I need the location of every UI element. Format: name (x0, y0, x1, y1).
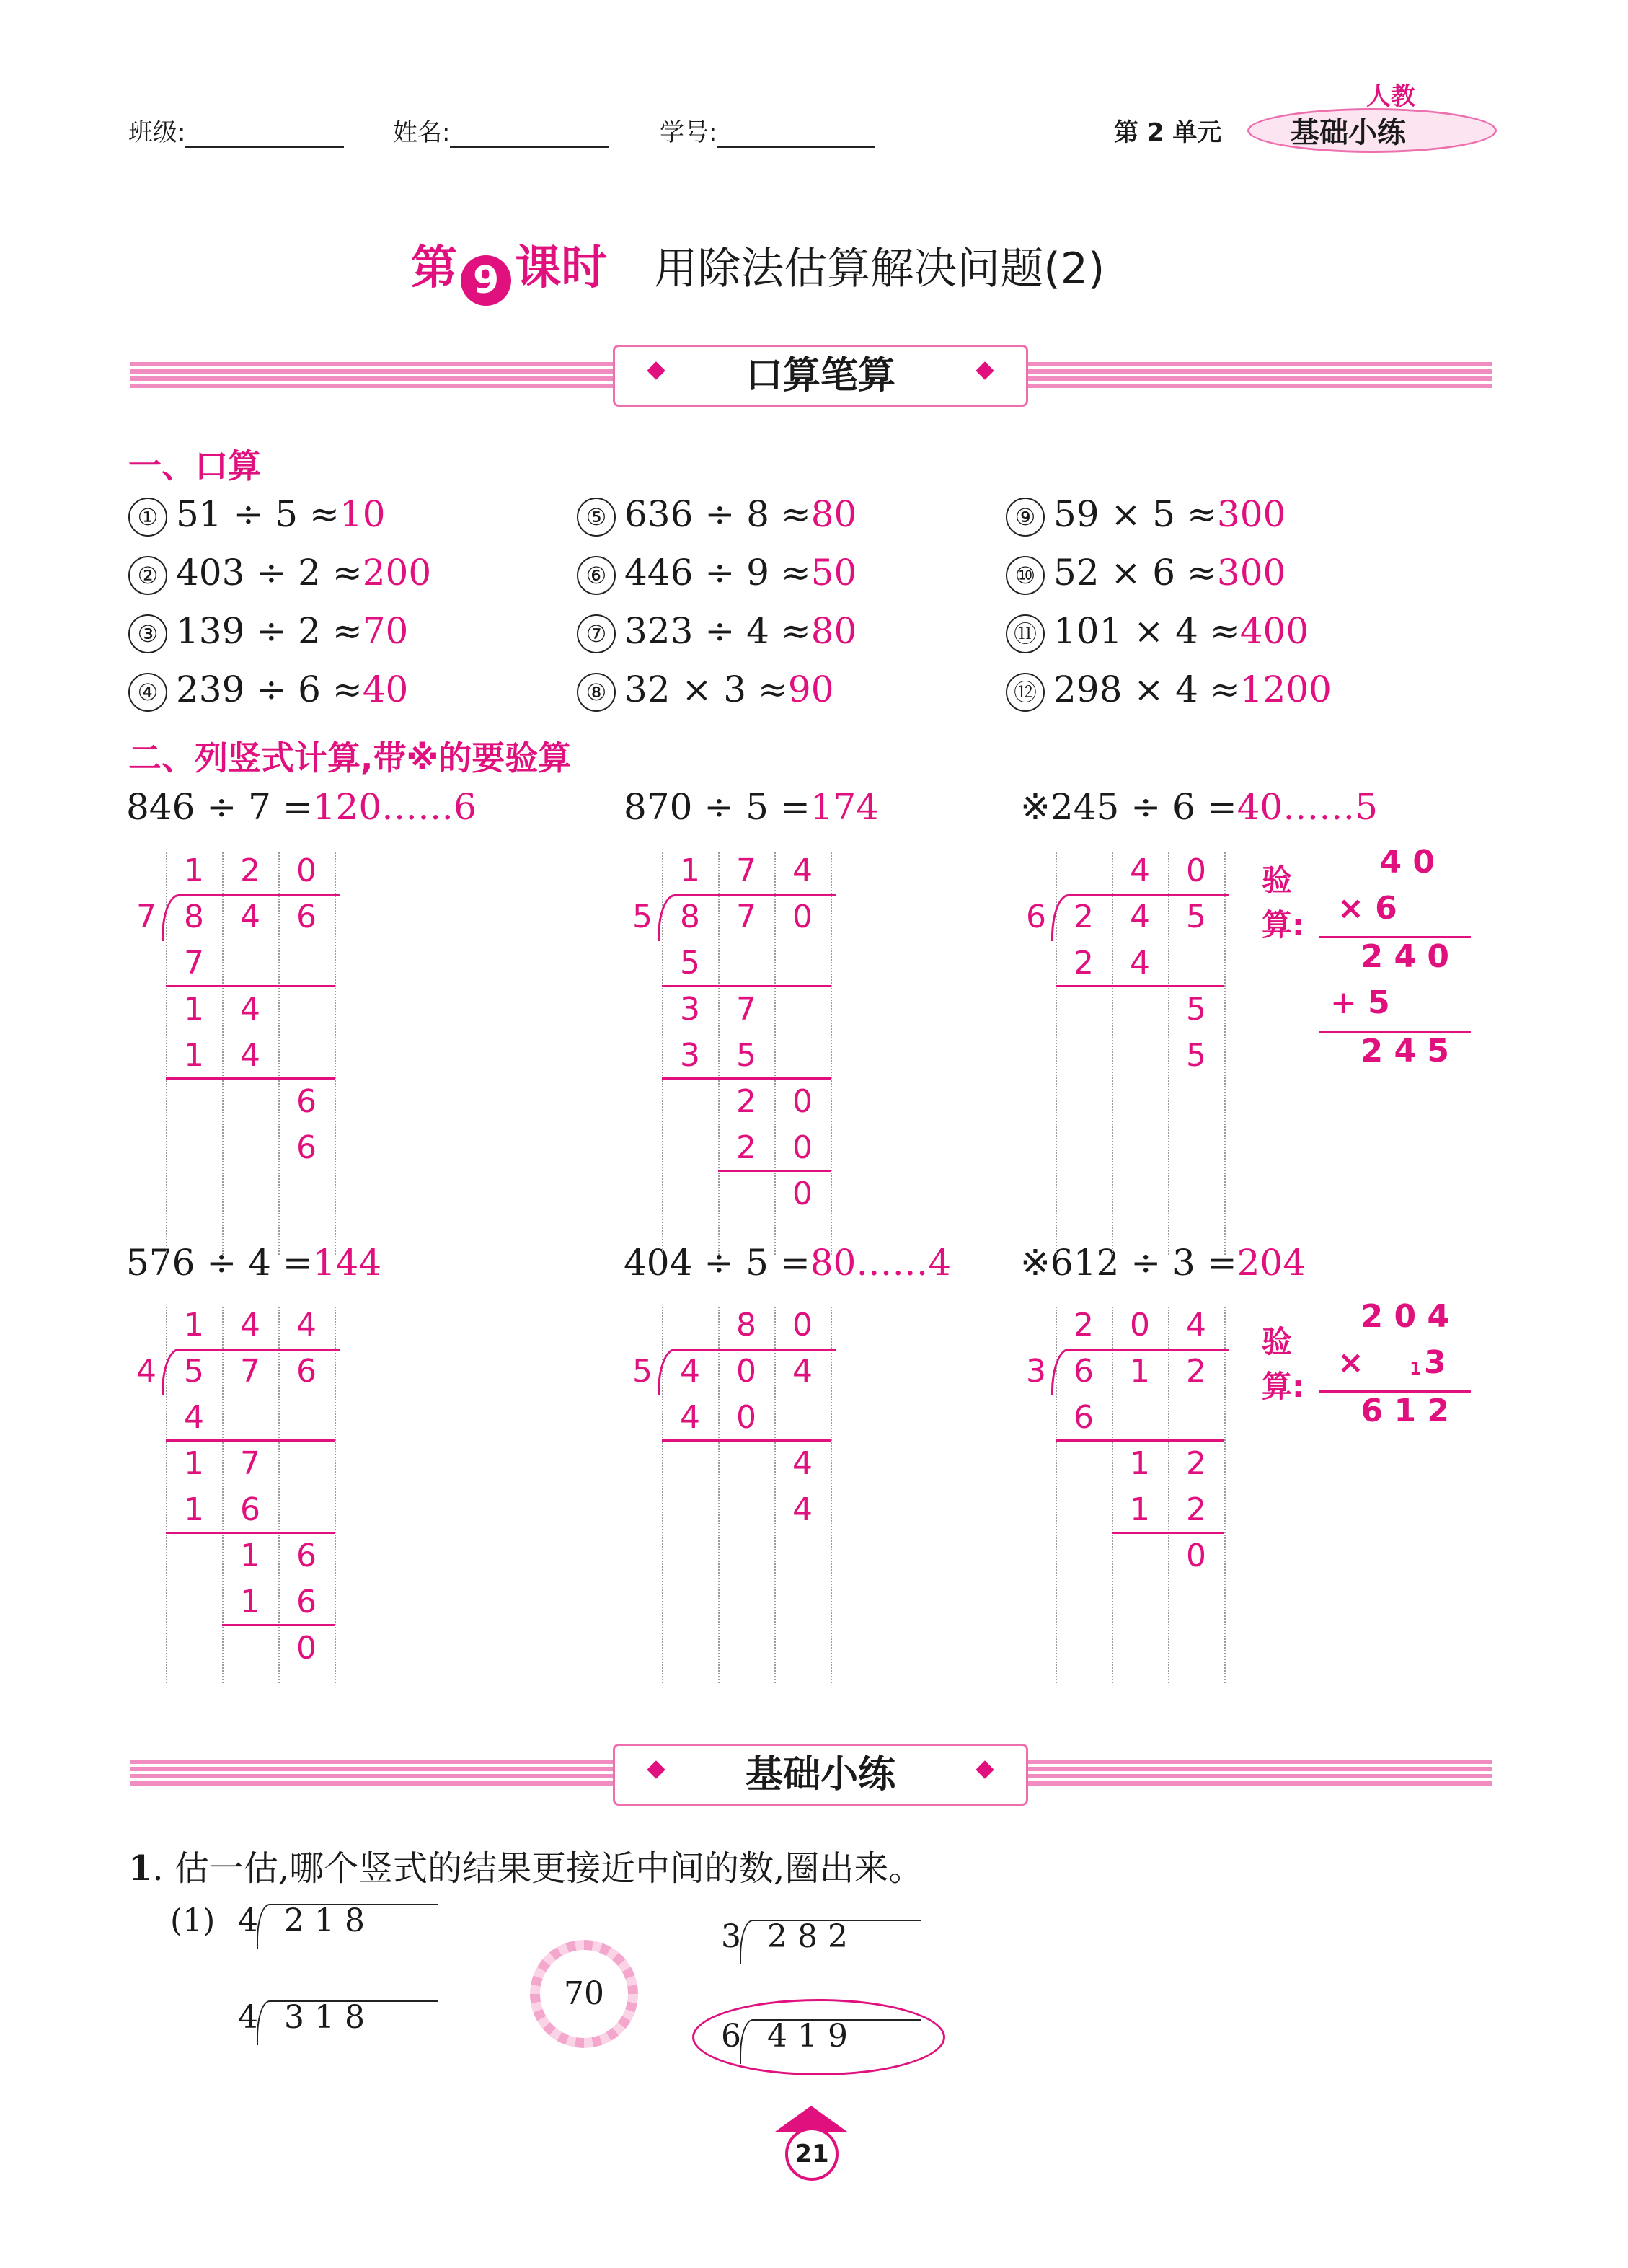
brand-name: 基础小练 (1291, 116, 1406, 149)
partial-digit: 2 (1186, 1445, 1206, 1482)
oral-heading: 一、口算 (128, 446, 261, 485)
partial-digit: 7 (240, 1445, 260, 1482)
product-digit: 6 (296, 1584, 317, 1620)
divisor-digit: 6 (1026, 899, 1046, 935)
remainder-digit: 4 (792, 1491, 813, 1528)
quotient-digit: 1 (680, 852, 700, 889)
product-digit: 5 (736, 1037, 756, 1074)
verification-2: 2 0 4 × 1 3 6 1 2 (1319, 1298, 1471, 1439)
dividend-digit: 4 (680, 1353, 700, 1390)
dividend-digit: 6 (1074, 1353, 1094, 1390)
product-digit: 4 (1130, 945, 1150, 981)
product-digit: 5 (680, 945, 700, 981)
remainder-digit: 0 (1186, 1537, 1206, 1574)
remainder-digit: 5 (1186, 1037, 1206, 1074)
product-digit: 2 (1186, 1491, 1206, 1528)
product-digit: 1 (240, 1584, 260, 1620)
subtraction-line (662, 1439, 831, 1442)
product-digit: 4 (680, 1399, 700, 1436)
partial-digit: 4 (792, 1445, 813, 1482)
problem-5: 404 ÷ 5 =80……4 (624, 1242, 952, 1284)
dividend-digit: 5 (1186, 899, 1206, 935)
product-digit: 3 (680, 1037, 700, 1074)
student-id-field[interactable]: 学号: (660, 112, 875, 148)
quotient-digit: 1 (184, 1307, 204, 1343)
dividend-digit: 2 (1074, 899, 1094, 935)
product-digit: 0 (736, 1399, 756, 1436)
oral-column-2: ⑤ 636 ÷ 8 ≈80 ⑥ 446 ÷ 9 ≈50 ⑦ 323 ÷ 4 ≈80 ⑧ 32 × 3 ≈90 (577, 493, 857, 727)
partial-digit: 1 (1130, 1445, 1150, 1482)
quotient-digit: 4 (240, 1307, 260, 1343)
remainder-digit: 0 (296, 1630, 317, 1667)
dividend-digit: 6 (296, 1353, 317, 1390)
dividend-digit: 7 (736, 899, 756, 935)
page-number-badge: 21 (775, 2106, 847, 2178)
divisor-digit: 5 (632, 899, 652, 935)
dividend-digit: 8 (680, 899, 700, 935)
check-label-2: 验算: (1262, 1324, 1304, 1404)
dividend-digit: 4 (792, 1353, 813, 1390)
partial-digit: 7 (736, 991, 756, 1028)
diamond-icon (976, 361, 994, 379)
product-digit: 0 (792, 1129, 813, 1166)
diamond-icon (647, 361, 665, 379)
dividend-digit: 4 (1130, 899, 1150, 935)
divisor-digit: 4 (136, 1353, 156, 1390)
partial-digit: 0 (792, 1083, 813, 1120)
product-digit: 4 (184, 1399, 204, 1436)
partial-digit: 1 (184, 991, 204, 1028)
product-digit: 2 (1074, 945, 1094, 981)
divisor-digit: 5 (632, 1353, 652, 1390)
divisor-digit: 3 (1026, 1353, 1046, 1390)
target-number-badge: 70 (530, 1940, 638, 2048)
product-digit: 4 (240, 1037, 260, 1074)
product-digit: 7 (184, 945, 204, 981)
divisor-digit: 7 (136, 899, 156, 935)
problem-6: ※612 ÷ 3 =204 (1020, 1242, 1306, 1284)
quotient-digit: 8 (736, 1307, 756, 1343)
subtraction-line (166, 1439, 335, 1442)
problem-4: 576 ÷ 4 =144 (126, 1242, 382, 1284)
question-1: 1. 估一估,哪个竖式的结果更接近中间的数,圈出来。 (128, 1848, 924, 1889)
quotient-digit: 4 (296, 1307, 317, 1343)
partial-digit: 4 (240, 991, 260, 1028)
section-banner-basic-practice: 基础小练 (613, 1744, 1028, 1806)
quotient-digit: 0 (1186, 852, 1206, 889)
estimate-option-3[interactable]: 3 2 8 2 (721, 1918, 741, 1955)
subtraction-line (1056, 985, 1224, 987)
problem-3: ※245 ÷ 6 =40……5 (1020, 786, 1379, 828)
partial-digit: 5 (1186, 991, 1206, 1028)
quotient-digit: 1 (184, 852, 204, 889)
brand-top: 人教 (1366, 82, 1415, 111)
subtraction-line (222, 1624, 335, 1626)
dividend-digit: 0 (792, 899, 813, 935)
quotient-digit: 4 (792, 852, 813, 889)
subtraction-line (166, 1077, 335, 1080)
estimate-option-1[interactable]: 4 2 1 8 (238, 1902, 258, 1939)
quotient-digit: 7 (736, 852, 756, 889)
name-field[interactable]: 姓名: (393, 112, 609, 148)
section-banner-oral-written: 口算笔算 (613, 345, 1028, 407)
dividend-digit: 4 (240, 899, 260, 935)
problem-1: 846 ÷ 7 =120……6 (126, 786, 477, 828)
subtraction-line (718, 1170, 831, 1172)
part-label: (1) (170, 1902, 216, 1939)
product-digit: 1 (184, 1037, 204, 1074)
product-digit: 1 (184, 1491, 204, 1528)
product-digit: 6 (240, 1491, 260, 1528)
product-digit: 1 (1130, 1491, 1150, 1528)
oral-column-3: ⑨ 59 × 5 ≈300 ⑩ 52 × 6 ≈300 ⑪ 101 × 4 ≈400 ⑫ 298 × 4 ≈1200 (1006, 493, 1332, 727)
quotient-digit: 0 (1130, 1307, 1150, 1343)
quotient-digit: 0 (792, 1307, 813, 1343)
subtraction-line (166, 985, 335, 987)
partial-digit: 6 (296, 1083, 317, 1120)
partial-digit: 2 (736, 1083, 756, 1120)
subtraction-line (1056, 1439, 1224, 1442)
problem-2: 870 ÷ 5 =174 (624, 786, 880, 828)
subtraction-line (662, 1077, 831, 1080)
quotient-digit: 0 (296, 852, 317, 889)
remainder-digit: 6 (296, 1129, 317, 1166)
dividend-digit: 5 (184, 1353, 204, 1390)
partial-digit: 1 (240, 1537, 260, 1574)
partial-digit: 6 (296, 1537, 317, 1574)
dividend-digit: 2 (1186, 1353, 1206, 1390)
dividend-digit: 8 (184, 899, 204, 935)
dividend-digit: 6 (296, 899, 317, 935)
vertical-calc-heading: 二、列竖式计算,带※的要验算 (128, 738, 572, 777)
quotient-digit: 2 (1074, 1307, 1094, 1343)
diamond-icon (976, 1760, 994, 1778)
partial-digit: 3 (680, 991, 700, 1028)
class-field[interactable]: 班级: (128, 112, 344, 148)
check-label-1: 验算: (1262, 862, 1304, 943)
subtraction-line (1112, 1532, 1224, 1534)
diamond-icon (647, 1760, 665, 1778)
estimate-option-4[interactable]: 6 4 1 9 (721, 2018, 741, 2055)
verification-1: 4 0 × 6 2 4 0 + 5 2 4 5 (1319, 844, 1471, 1079)
remainder-digit: 0 (792, 1175, 813, 1212)
lesson-number-badge: 9 (461, 255, 511, 306)
quotient-digit: 4 (1186, 1307, 1206, 1343)
dividend-digit: 7 (240, 1353, 260, 1390)
dividend-digit: 1 (1130, 1353, 1150, 1390)
quotient-digit: 2 (240, 852, 260, 889)
partial-digit: 1 (184, 1445, 204, 1482)
subtraction-line (166, 1532, 335, 1534)
dividend-digit: 0 (736, 1353, 756, 1390)
lesson-title: 第 9 课时 用除法估算解决问题(2) (411, 231, 1105, 306)
unit-label: 第 2 单元 (1114, 118, 1222, 147)
oral-column-1: ① 51 ÷ 5 ≈10 ② 403 ÷ 2 ≈200 ③ 139 ÷ 2 ≈70 ④ 239 ÷ 6 ≈40 (128, 493, 431, 727)
quotient-digit: 4 (1130, 852, 1150, 889)
product-digit: 6 (1074, 1399, 1094, 1436)
subtraction-line (662, 985, 831, 987)
estimate-option-2[interactable]: 4 3 1 8 (238, 1999, 258, 2036)
product-digit: 2 (736, 1129, 756, 1166)
